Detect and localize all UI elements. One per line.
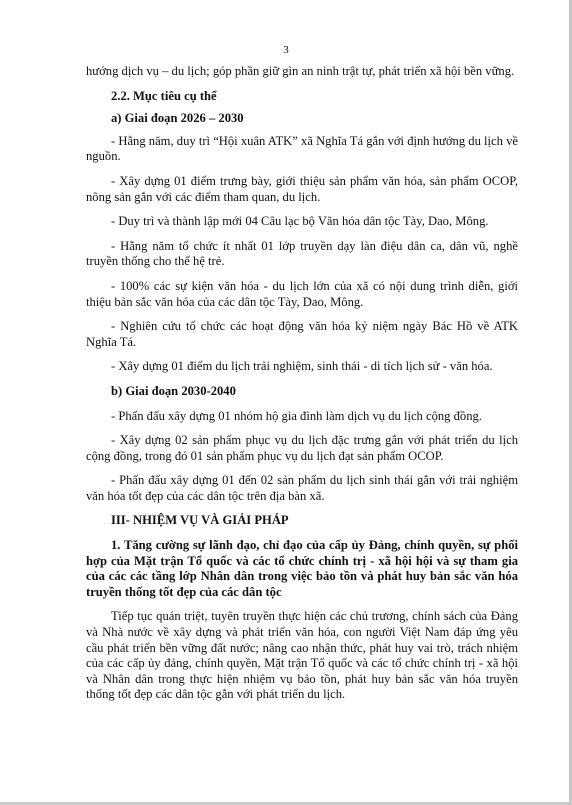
task-1-body: Tiếp tục quán triệt, tuyên truyền thực hiện các chủ trương, chính sách của Đảng và Nhà nước về xây dựng và phát triển văn hóa, con người Việt Nam đáp ứng yêu cầu phát triển bền vững đất nước; nâng cao nhận thức, phát huy vai trò, trách nhiệm của các cấp ủy đảng, chính quyền, Mặt trận Tổ quốc và các tổ chức chính trị - xã hội và Nhân dân trong thực hiện nhiệm vụ bảo tồn, phát huy bản sắc văn hóa truyền thống tốt đẹp các dân tộc gắn với phát triển du lịch. (86, 609, 518, 702)
phase-a-item: - Hằng năm, duy trì “Hội xuân ATK” xã Nghĩa Tá gắn với định hướng du lịch về nguồn. (86, 133, 518, 164)
page-number: 3 (283, 44, 289, 56)
intro-continuation: hướng dịch vụ – du lịch; góp phần giữ gìn an ninh trật tự, phát triển xã hội bền vững. (86, 64, 515, 78)
phase-b-item: - Phấn đấu xây dựng 01 đến 02 sản phẩm du lịch sinh thái gắn với trải nghiệm văn hóa tốt đẹp của các dân tộc trên địa bàn xã. (86, 473, 518, 503)
phase-b-heading: b) Giai đoạn 2030-2040 (111, 383, 236, 398)
section-heading-2-2: 2.2. Mục tiêu cụ thể (111, 88, 217, 103)
document-body (86, 64, 518, 712)
phase-a-item: - Xây dựng 01 điểm du lịch trải nghiệm, sinh thái - di tích lịch sử - văn hóa. (111, 359, 493, 374)
section-heading-3: III- NHIỆM VỤ VÀ GIẢI PHÁP (111, 513, 289, 528)
phase-a-item: - Xây dựng 01 điểm trưng bày, giới thiệu sản phẩm văn hóa, sản phẩm OCOP, nông sản gắn với các điểm tham quan, du lịch. (86, 173, 518, 204)
phase-a-item: - Hằng năm tổ chức ít nhất 01 lớp truyền dạy làn điệu dân ca, dân vũ, nghề truyền thống cho thế hệ trẻ. (86, 238, 518, 269)
phase-b-item: - Phấn đấu xây dựng 01 nhóm hộ gia đình làm dịch vụ du lịch cộng đồng. (111, 408, 482, 423)
phase-b-item: - Xây dựng 02 sản phẩm phục vụ du lịch đặc trưng gắn với phát triển du lịch cộng đồng, trong đó 01 sản phẩm phục vụ du lịch đạt sản phẩm OCOP. (86, 433, 518, 463)
phase-a-item: - 100% các sự kiện văn hóa - du lịch lớn của xã có nội dung trình diễn, giới thiệu bản sắc văn hóa của các dân tộc Tày, Dao, Mông. (86, 278, 518, 309)
phase-a-item: - Duy trì và thành lập mới 04 Câu lạc bộ Văn hóa dân tộc Tày, Dao, Mông. (111, 214, 489, 229)
task-1-heading: 1. Tăng cường sự lãnh đạo, chỉ đạo của cấp ủy Đảng, chính quyền, sự phối hợp của Mặt trận Tổ quốc và các tổ chức chính trị - xã hội hội và sự tham gia của các các tầng lớp Nhân dân trong việc bảo tồn và phát huy bản sắc văn hóa truyền thống tốt đẹp của các dân tộc (86, 538, 518, 599)
phase-a-heading: a) Giai đoạn 2026 – 2030 (111, 111, 244, 126)
phase-a-item: - Nghiên cứu tổ chức các hoạt động văn hóa kỷ niệm ngày Bác Hồ về ATK Nghĩa Tá. (86, 319, 518, 349)
